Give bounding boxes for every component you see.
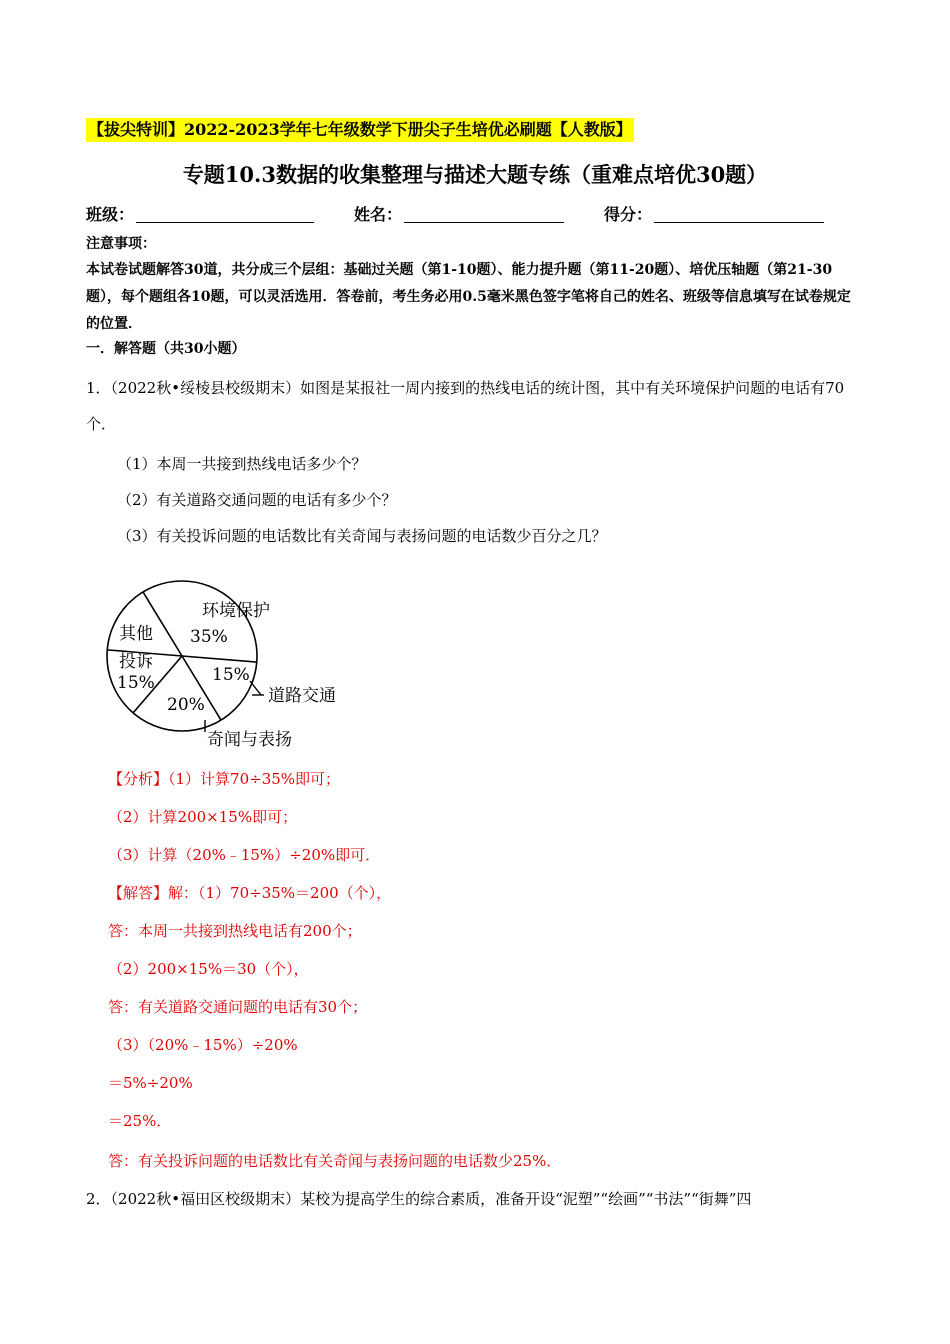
score-label: 得分： [604, 205, 653, 224]
pie-value-news: 20% [167, 695, 205, 715]
score-blank[interactable] [654, 204, 824, 223]
class-blank[interactable] [136, 204, 314, 223]
pie-label-news: 奇闻与表扬 [207, 730, 292, 750]
notes-text: 本试卷试题解答30道，共分成三个层组：基础过关题（第1-10题）、能力提升题（第11-20题）、培优压轴题（第21-30题），每个题组各10题，可以灵活选用．答卷前，考生务必用0.5毫米黑色签字笔将自己的姓名、班级等信息填写在试卷规定的位置． [86, 262, 851, 332]
name-blank[interactable] [404, 204, 564, 223]
solution-line-3: （2）200×15%＝30（个）， [108, 960, 309, 978]
class-field[interactable] [86, 202, 314, 225]
solution-line-1: 【解答】解：（1）70÷35%＝200（个）， [108, 884, 392, 902]
class-label: 班级： [86, 205, 135, 224]
pie-chart [104, 578, 364, 758]
analysis-line-3: （3）计算（20%﹣15%）÷20%即可． [108, 846, 381, 864]
question-1-sub-1: （1）本周一共接到热线电话多少个？ [117, 455, 367, 473]
pie-label-environment: 环境保护 [202, 601, 270, 621]
traffic-leader-line [250, 681, 261, 695]
question-1-stem: 1．（2022秋•绥棱县校级期末）如图是某报社一周内接到的热线电话的统计图，其中有关环境保护问题的电话有70个． [86, 379, 845, 433]
solution-line-4: 答：有关道路交通问题的电话有30个； [108, 998, 368, 1016]
solution-line-7: ＝25%． [108, 1112, 172, 1130]
series-banner: 【拔尖特训】2022-2023学年七年级数学下册尖子生培优必刷题【人教版】 [86, 118, 634, 142]
pie-label-complaint: 投诉 [119, 652, 153, 672]
name-field[interactable] [354, 202, 564, 225]
question-2-stem: 2．（2022秋•福田区校级期末）某校为提高学生的综合素质，准备开设“泥塑”“绘画”“书法”“街舞”四 [86, 1190, 752, 1208]
analysis-line-1: 【分析】（1）计算70÷35%即可； [108, 770, 341, 788]
solution-line-5: （3）（20%﹣15%）÷20% [108, 1036, 298, 1054]
question-1-sub-2: （2）有关道路交通问题的电话有多少个？ [117, 491, 397, 509]
pie-label-other: 其他 [119, 624, 153, 644]
pie-value-environment: 35% [190, 627, 228, 647]
pie-value-traffic: 15% [212, 665, 250, 685]
pie-value-complaint: 15% [117, 673, 155, 693]
notes-title: 注意事项： [86, 236, 156, 252]
page-title: 专题10.3数据的收集整理与描述大题专练（重难点培优30题） [182, 162, 768, 187]
question-1-sub-3: （3）有关投诉问题的电话数比有关奇闻与表扬问题的电话数少百分之几？ [117, 527, 607, 545]
pie-label-traffic: 道路交通 [268, 686, 336, 706]
section-title: 一．解答题（共30小题） [86, 341, 246, 357]
analysis-line-2: （2）计算200×15%即可； [108, 808, 298, 826]
student-info-row [86, 202, 866, 228]
name-label: 姓名： [354, 205, 403, 224]
solution-line-6: ＝5%÷20% [108, 1074, 193, 1092]
solution-line-8: 答：有关投诉问题的电话数比有关奇闻与表扬问题的电话数少25%． [108, 1152, 562, 1170]
score-field[interactable] [604, 202, 824, 225]
solution-line-2: 答：本周一共接到热线电话有200个； [108, 922, 362, 940]
